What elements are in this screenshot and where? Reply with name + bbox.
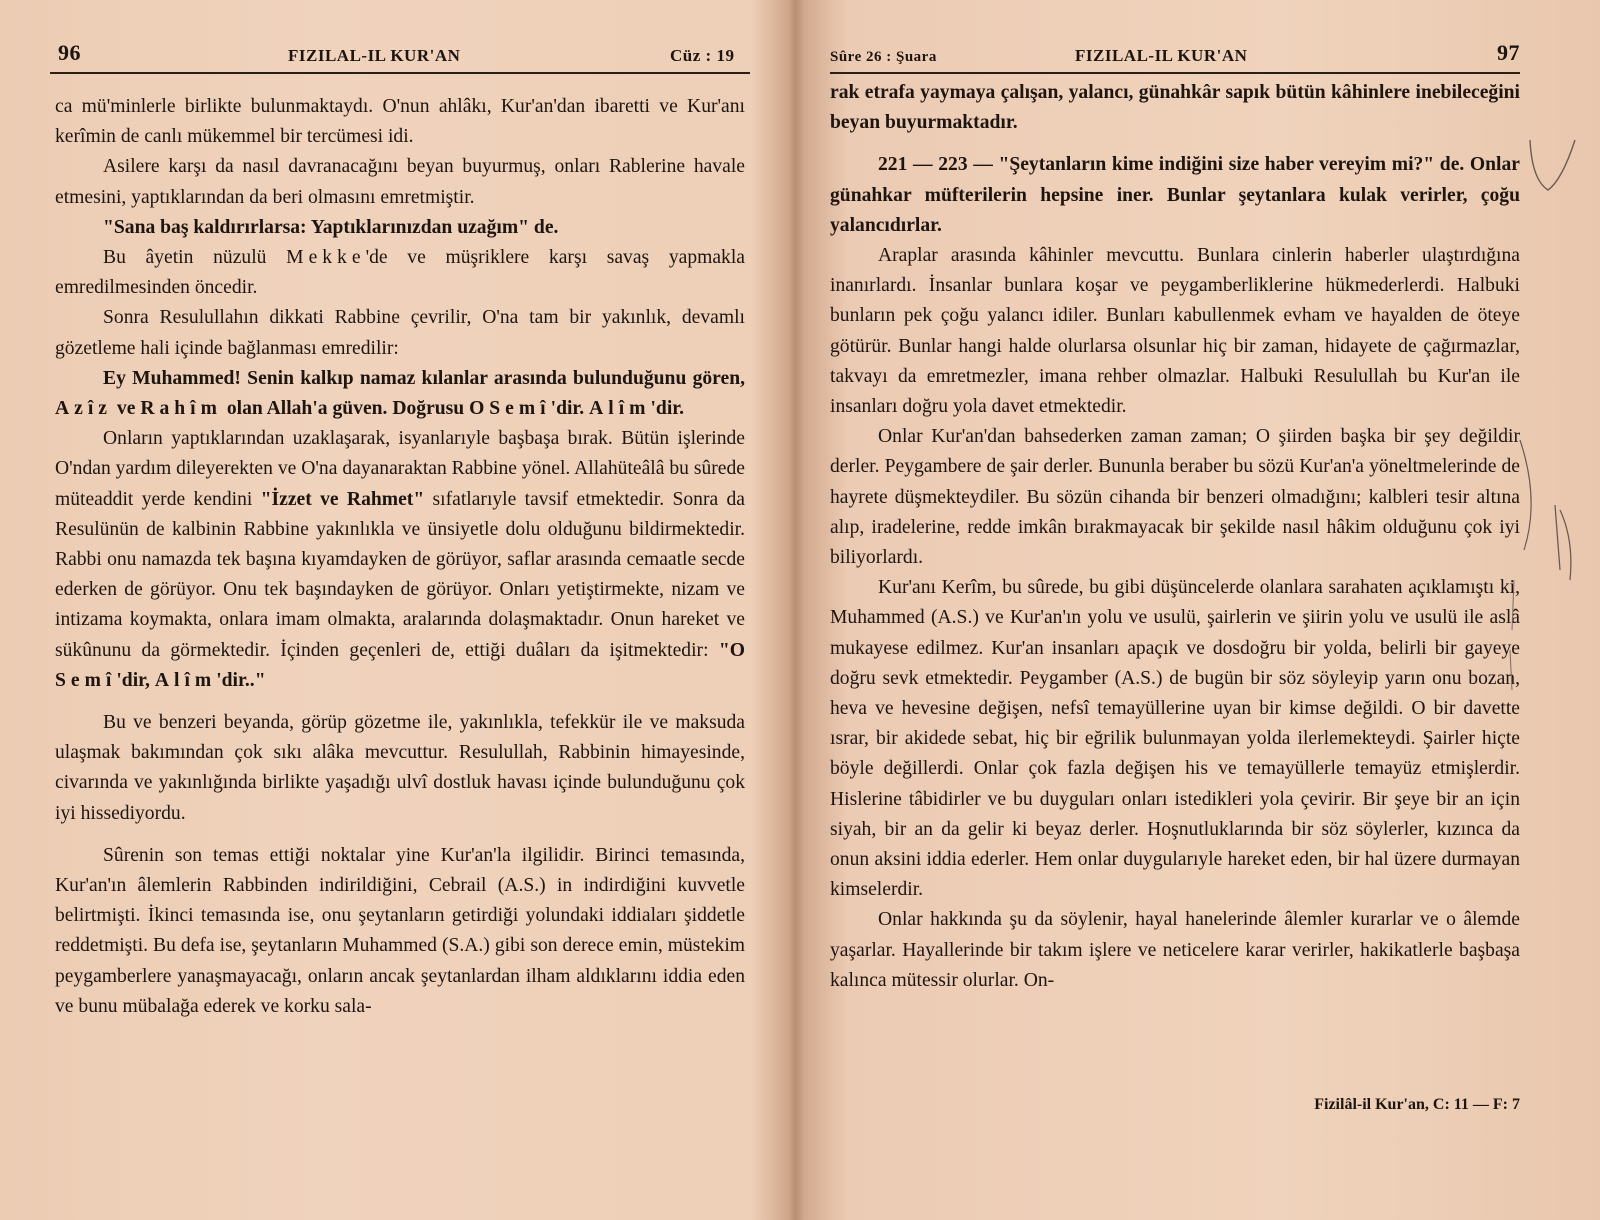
paragraph: ca mü'minlerle birlikte bulunmaktaydı. O'nun ahlâkı, Kur'an'dan ibaretti ve Kur'anı kerîmin de canlı mükemmel bir tercümesi idi. (55, 96, 745, 148)
header-rule (50, 72, 750, 74)
pencil-bracket-mark (1520, 440, 1531, 550)
paragraph: Bu ve benzeri beyanda, görüp gözetme ile, yakınlıkla, tefekkür ile ve maksuda ulaşmak bakımından çok sıkı alâka mevcuttur. Resulullah, Rabbinin himayesinde, civarında ve yakınlığında birlikte yaşadığı ulvî dostluk havası içinde bulunduğunu çok iyi hissediyordu. (55, 712, 745, 824)
left-page-header (50, 34, 750, 74)
paragraph: Asilere karşı da nasıl davranacağını beyan buyurmuş, onları Rablerine havale etmesini, yaptıklarından da beri olmasını emretmiştir. (55, 156, 745, 208)
paragraph: Onlar hakkında şu da söylenir, hayal hanelerinde âlemler kurarlar ve o âlemde yaşarlar. Hayallerinde bir takım işlere ve neticelere karar verirler, hakikatlerle başbaşa kalınca mütessir olurlar. On- (830, 909, 1520, 991)
pencil-scribble-mark (1555, 505, 1571, 580)
juz-label: Cüz : 19 (670, 46, 735, 65)
page-footer: Fizilâl-il Kur'an, C: 11 — F: 7 (1314, 1096, 1520, 1113)
running-title: FIZILAL-IL KUR'AN (1075, 46, 1248, 65)
bold-phrase: "İzzet ve Rahmet" (260, 488, 425, 510)
verse-quote: Ey Muhammed! Senin kalkıp namaz kılanlar arasında bulunduğunu gören, Azîz ve Rahîm olan Allah'a güven. Doğrusu O Semî'dir. Alîm'dir. (55, 367, 745, 420)
paragraph: Sûrenin son temas ettiği noktalar yine Kur'an'la ilgilidir. Birinci temasında, Kur'an'ın âlemlerin Rabbinden indirildiğini, Cebrail (A.S.) in indirdiğini kuvvetle belirtmişti. İkinci temasında ise, onu şeytanların getirdiği yolundaki iddiaları şiddetle reddetmişti. Bu defa ise, şeytanların Muhammed (S.A.) gibi son derece emin, müstekim peygamberlere yanaşmayacağı, onların ancak şeytanlardan ilham aldıklarını iddia eden ve bunu mübalağa ederek ve korku sala- (55, 844, 745, 1017)
paragraph: Sonra Resulullahın dikkati Rabbine çevrilir, O'na tam bir yakınlık, devamlı gözetleme hali içinde bağlanması emredilir: (55, 307, 745, 359)
surah-label: Sûre 26 : Şuara (830, 49, 937, 65)
right-page-header (830, 34, 1520, 74)
paragraph: Araplar arasında kâhinler mevcuttu. Bunlara cinlerin haberler ulaştırdığına inanırlardı. İnsanlar bunlara koşar ve peygamberliklerine hükmederlerdi. Halbuki bunların pek çoğu yalancı idiler. Bunları kabullenmek evham ve hayalden de öteye götürür. Bunlar hangi halde olurlarsa olsunlar hiç bir zaman, hidayete de çağırmazlar, takvayı da emretmezler, imana rehber olmazlar. Halbuki Resulullah bu Kur'an ile insanları doğru yola davet etmektedir. (830, 245, 1520, 418)
right-page-body (830, 78, 1520, 996)
header-rule (830, 72, 1520, 74)
paragraph: Bu âyetin nüzulü Mekke'de ve müşriklere karşı savaş yapmakla emredilmesinden öncedir. (55, 247, 745, 299)
paragraph: Onlar Kur'an'dan bahsederken zaman zaman; O şiirden başka bir şey değildir derler. Peygambere de şair derler. Bununla beraber bu sözü Kur'an'a yöneltmelerinde de hayrete düşmekteydiler. Bu sözün cihanda bir benzeri olmadığını; kalbleri tesir altına alıp, iradelerine, redde imkân bırakmayacak bir şekilde nasıl hâkim olduğunu çok iyi biliyorlardı. (830, 426, 1520, 569)
left-page-body (55, 92, 745, 1022)
pencil-line-mark (1510, 580, 1514, 690)
spaced-word: Semî (489, 398, 551, 420)
running-title: FIZILAL-IL KUR'AN (288, 46, 461, 65)
spaced-word: Alîm (154, 669, 217, 691)
spaced-word: Alîm (589, 398, 651, 420)
paragraph: Kur'anı Kerîm, bu sûrede, bu gibi düşüncelerde olanlara sarahaten açıklamıştı ki, Muhammed (A.S.) ve Kur'an'ın yolu ve usulü, şairlerin ve şiirin yolu ve usulü ile aslâ mukayese edilmez. Kur'an insanları apaçık ve dosdoğru bir yolda, belirli bir gayeye doğru sevk etmektedir. Peygamber (A.S.) de bugün bir söz söyleyip yarın onu bozan, heva ve hevesine değişen, nefsî temayüllerine uyan bir kimse değildi. O bir davette ısrar, bir akidede sebat, hiç bir eğrilik bulunmayan yolda ilerlemekteydi. Şairler hiçte böyle değillerdi. Onlar çok fazla değişen his ve temayüllerle temayüz etmişlerdir. Hislerine tâbidirler ve bu duyguları onları istedikleri yola çevirir. Bir şeye bir an için siyah, bir an da gelir ki beyaz derler. Hoşnutluklarında bir söz söylerler, kızınca da onun aksini iddia ederler. Hem onlar duygularıyle hareket eden, bir hal üzere durmayan kimselerdir. (830, 577, 1520, 901)
spaced-word: Semî (55, 669, 117, 691)
spaced-word: Mekke (286, 247, 366, 269)
paragraph: Onların yaptıklarından uzaklaşarak, isyanlarıyle başbaşa bırak. Bütün işlerinde O'ndan yardım dileyerekten ve O'na dayanaraktan Rabbine yönel. Allahüteâlâ bu sûrede müteaddit yerde kendini "İzzet ve Rahmet" sıfatlarıyle tavsif etmektedir. Sonra da Resulünün de kalbinin Rabbine yakınlıkla ve ünsiyetle dolu olduğunu bildirmektedir. Rabbi onu namazda tek başına kıyamdayken de görüyor, saflar arasında cemaatle secde ederken de görüyor. Onu tek başındayken de görüyor. Onları yetiştirmekte, nizam ve intizama koymakta, onlara imam olmakta, aralarında dolaşmaktadır. Onun hareket ve sükûnunu da görmektedir. İçinden geçenleri de, ettiği duâları da işitmektedir: "O Semî'dir, Alîm'dir.." (55, 428, 746, 691)
pencil-check-mark (1530, 140, 1575, 190)
verse-quote: 221 — 223 — "Şeytanların kime indiğini size haber vereyim mi?" de. Onlar günahkar müfterilerin hepsine iner. Bunlar şeytanlara kulak verirler, çoğu yalancıdırlar. (830, 154, 1520, 236)
spaced-word: Azîz (55, 398, 112, 420)
spaced-word: Rahîm (140, 398, 222, 420)
pencil-marks (1500, 110, 1590, 700)
verse-quote: rak etrafa yaymaya çalışan, yalancı, günahkâr sapık bütün kâhinlere inebileceğini beyan buyurmaktadır. (830, 82, 1520, 134)
verse-quote: "Sana baş kaldırırlarsa: Yaptıklarınızdan uzağım" de. (103, 216, 559, 238)
page-number: 97 (1497, 40, 1520, 65)
page-number: 96 (58, 40, 81, 65)
